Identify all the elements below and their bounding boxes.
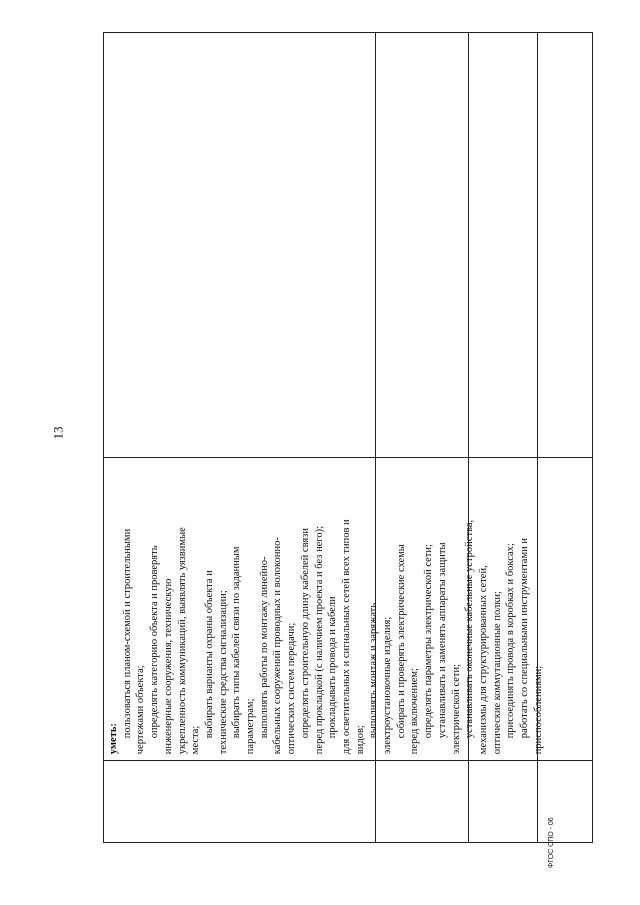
skill-line: оптических систем передачи; [286,622,298,755]
skill-line: электрической сети; [450,663,462,755]
table-cell [538,33,592,457]
table-row [468,33,537,842]
skill-line: приспособлениями; [532,665,544,755]
table-cell [376,760,468,842]
table-row [537,33,592,842]
skill-line: устанавливать и заменять аппараты защиты [436,542,448,739]
table-cell [469,457,537,760]
table-cell [469,33,537,457]
page-number: 13 [50,426,66,440]
table-cell [538,760,592,842]
table-cell [538,457,592,760]
skill-line: видов; [354,725,366,755]
skill-line: для осветительных и сигнальных сетей всех типов и [340,519,352,755]
skill-line: определять строительную длину кабелей связи [299,527,311,739]
table-row [375,33,468,842]
skill-line: выполнять монтаж и заряжать [368,602,380,739]
skill-line: механизмы для структурированных сетей, [477,565,489,755]
table-cell [376,457,468,760]
table-cell-skills [104,457,544,760]
table-cell-index [104,760,375,842]
footer-label: ФГОС СПО - 06 [548,817,555,868]
table-cell-empty [104,33,375,457]
skill-line: перед включением; [409,668,421,755]
skill-line: работать со специальными инструментами и [519,538,531,739]
table-cell [376,33,468,457]
skill-line: укрепленность коммуникаций, выявлять уязвимые [176,527,188,755]
skill-line: оптические коммутационные полки; [491,591,503,755]
skill-line: определять категорию объекта и проверять [149,545,161,739]
skill-line: выполнять работы по монтажу линейно- [258,556,270,739]
skill-line: перед прокладкой (с наличием проекта и без него); [313,525,325,755]
skill-line: прокладывать провода и кабели [327,596,339,739]
skill-line: технические средства сигнализации; [217,590,229,755]
skill-line: пользоваться планом-схемой и строительными [121,528,133,739]
table-cell [469,760,537,842]
skill-line: устанавливать оконечные кабельные устройства, [464,519,476,739]
skill-line: кабельных сооружений проводных и волоконно- [272,537,284,755]
skill-line: инженерные сооружения, техническую [162,578,174,755]
skill-line: выбирать варианты охраны объекта и [203,570,215,739]
skill-line: присоединять провода в коробках и боксах; [505,543,517,739]
skills-heading: уметь: [108,723,119,755]
table-container [103,32,593,843]
skill-line: параметрам; [245,698,257,755]
table-row-main [104,33,544,842]
skill-line: места; [190,725,202,755]
skill-line: определять параметры электрической сети; [423,544,435,739]
skill-line: собирать и проверять электрические схемы [395,544,407,739]
skill-line: выбирать типы кабелей связи по заданным [231,546,243,739]
content-table [103,32,593,843]
skill-line: электроустановочные изделия; [382,616,394,755]
skill-line: чертежами объекта; [135,665,147,755]
